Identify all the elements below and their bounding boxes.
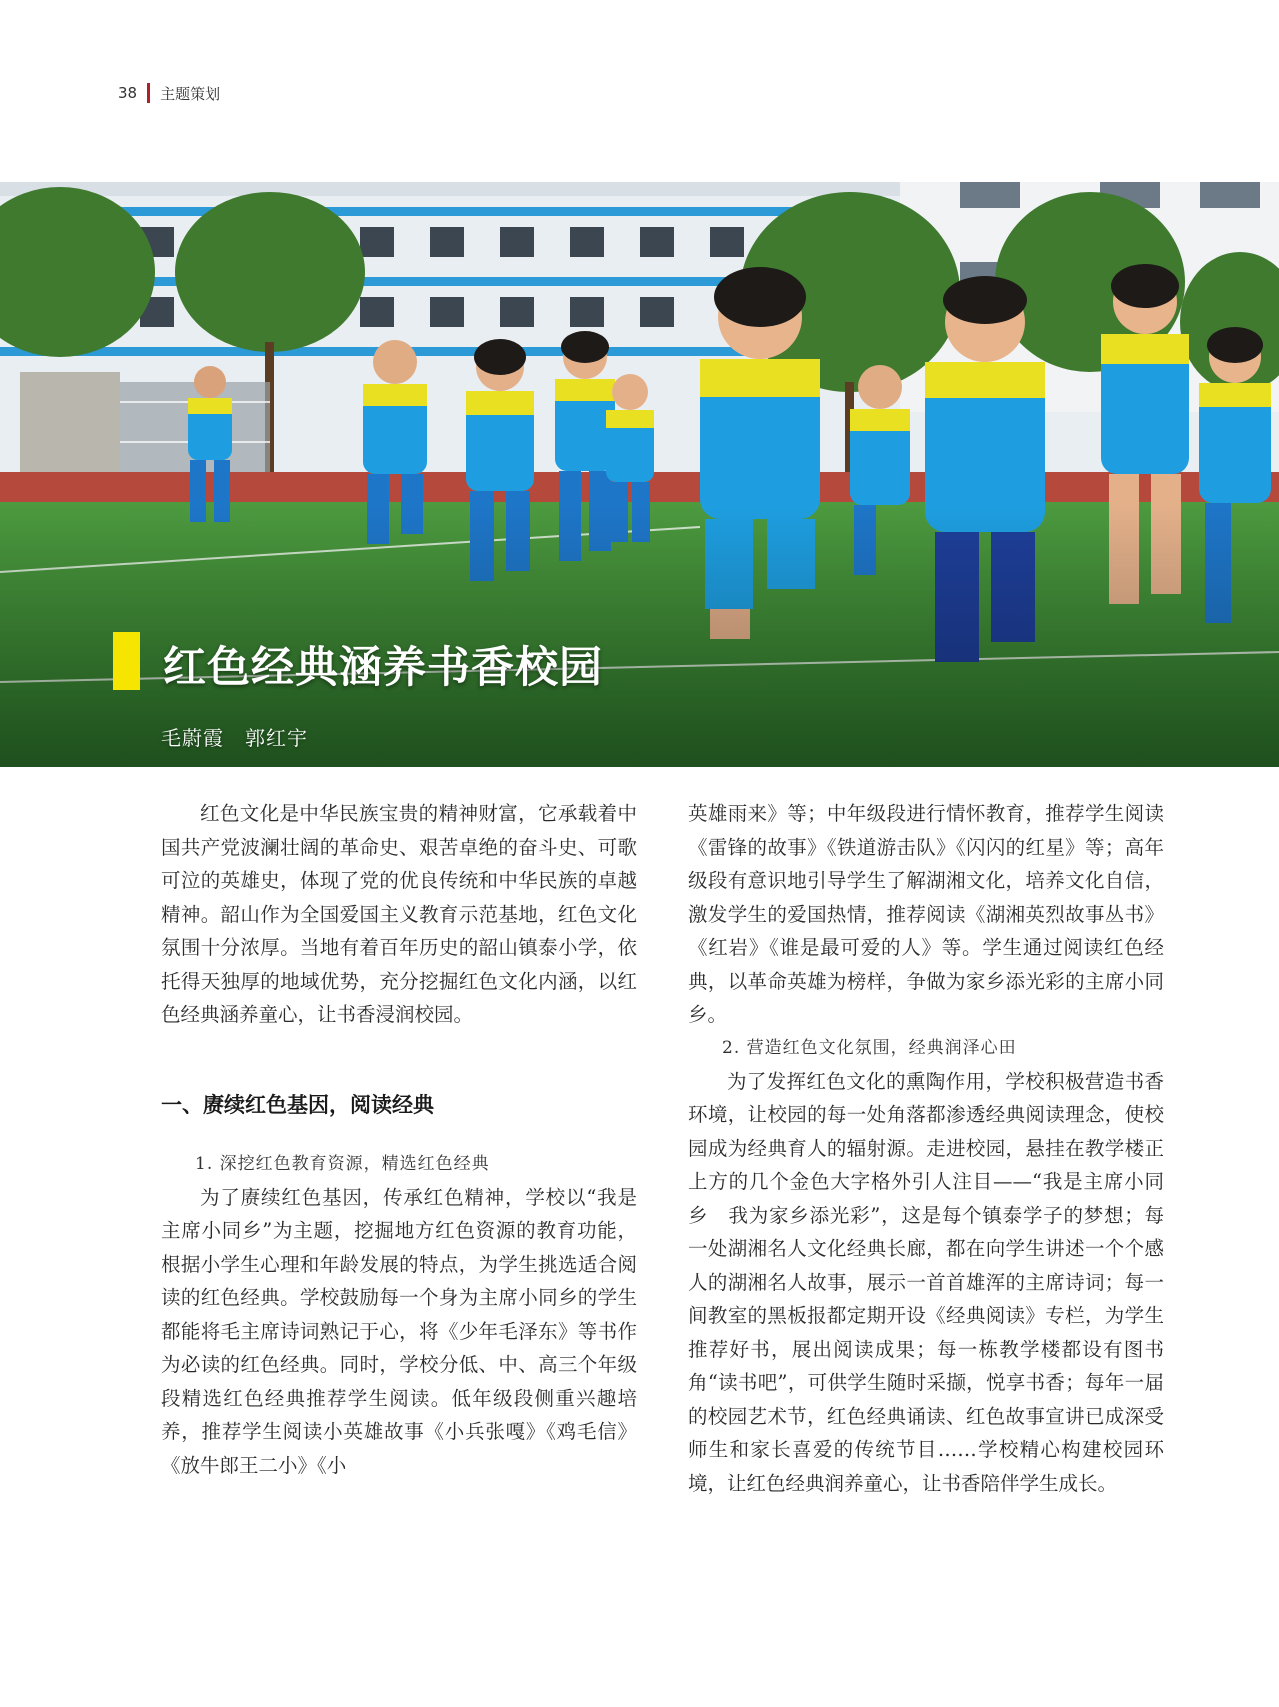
running-head [118,82,220,104]
section-divider-bar [147,83,150,103]
right-column [688,797,1164,1500]
page-number: 38 [118,84,138,102]
article-authors: 毛蔚霞 郭红宇 [161,726,308,750]
title-accent-bar [113,632,140,690]
section-label: 主题策划 [160,84,221,103]
subheading-1: 1. 深挖红色教育资源，精选红色经典 [195,1153,490,1174]
continuation-paragraph: 英雄雨来》等；中年级段进行情怀教育，推荐学生阅读《雷锋的故事》《铁道游击队》《闪闪的红星》等；高年级段有意识地引导学生了解湖湘文化，培养文化自信，激发学生的爱国热情，推荐阅读《湖湘英烈故事丛书》《红岩》《谁是最可爱的人》等。学生通过阅读红色经典，以革命英雄为榜样，争做为家乡添光彩的主席小同乡。 [688,802,1164,1026]
subsection-1-paragraph: 为了赓续红色基因，传承红色精神，学校以“我是主席小同乡”为主题，挖掘地方红色资源的教育功能，根据小学生心理和年龄发展的特点，为学生挑选适合阅读的红色经典。学校鼓励每一个身为主席小同乡的学生都能将毛主席诗词熟记于心，将《少年毛泽东》等书作为必读的红色经典。同时，学校分低、中、高三个年级段精选红色经典推荐学生阅读。低年级段侧重兴趣培养，推荐学生阅读小英雄故事《小兵张嘎》《鸡毛信》《放牛郎王二小》《小 [161,1185,637,1477]
intro-paragraph: 红色文化是中华民族宝贵的精神财富，它承载着中国共产党波澜壮阔的革命史、艰苦卓绝的奋斗史、可歌可泣的英雄史，体现了党的优良传统和中华民族的卓越精神。韶山作为全国爱国主义教育示范基地，红色文化氛围十分浓厚。当地有着百年历史的韶山镇泰小学，依托得天独厚的地域优势，充分挖掘红色文化内涵，以红色经典涵养童心，让书香浸润校园。 [161,802,637,1026]
article-title: 红色经典涵养书香校园 [163,643,603,693]
subsection-2-paragraph: 为了发挥红色文化的熏陶作用，学校积极营造书香环境，让校园的每一处角落都渗透经典阅读理念，使校园成为经典育人的辐射源。走进校园，悬挂在教学楼正上方的几个金色大字格外引人注目——“我是主席小同乡 我为家乡添光彩”，这是每个镇泰学子的梦想；每一处湖湘名人文化经典长廊，都在向学生讲述一个个感人的湖湘名人故事，展示一首首雄浑的主席诗词；每一间教室的黑板报都定期开设《经典阅读》专栏，为学生推荐好书，展出阅读成果；每一栋教学楼都设有图书角“读书吧”，可供学生随时采撷，悦享书香；每年一届的校园艺术节，红色经典诵读、红色故事宣讲已成深受师生和家长喜爱的传统节目……学校精心构建校园环境，让红色经典润养童心，让书香陪伴学生成长。 [688,1069,1164,1495]
section-heading-1: 一、赓续红色基因，阅读经典 [161,1092,434,1117]
subheading-2: 2. 营造红色文化氛围，经典润泽心田 [722,1037,1017,1058]
left-column [161,797,637,1482]
